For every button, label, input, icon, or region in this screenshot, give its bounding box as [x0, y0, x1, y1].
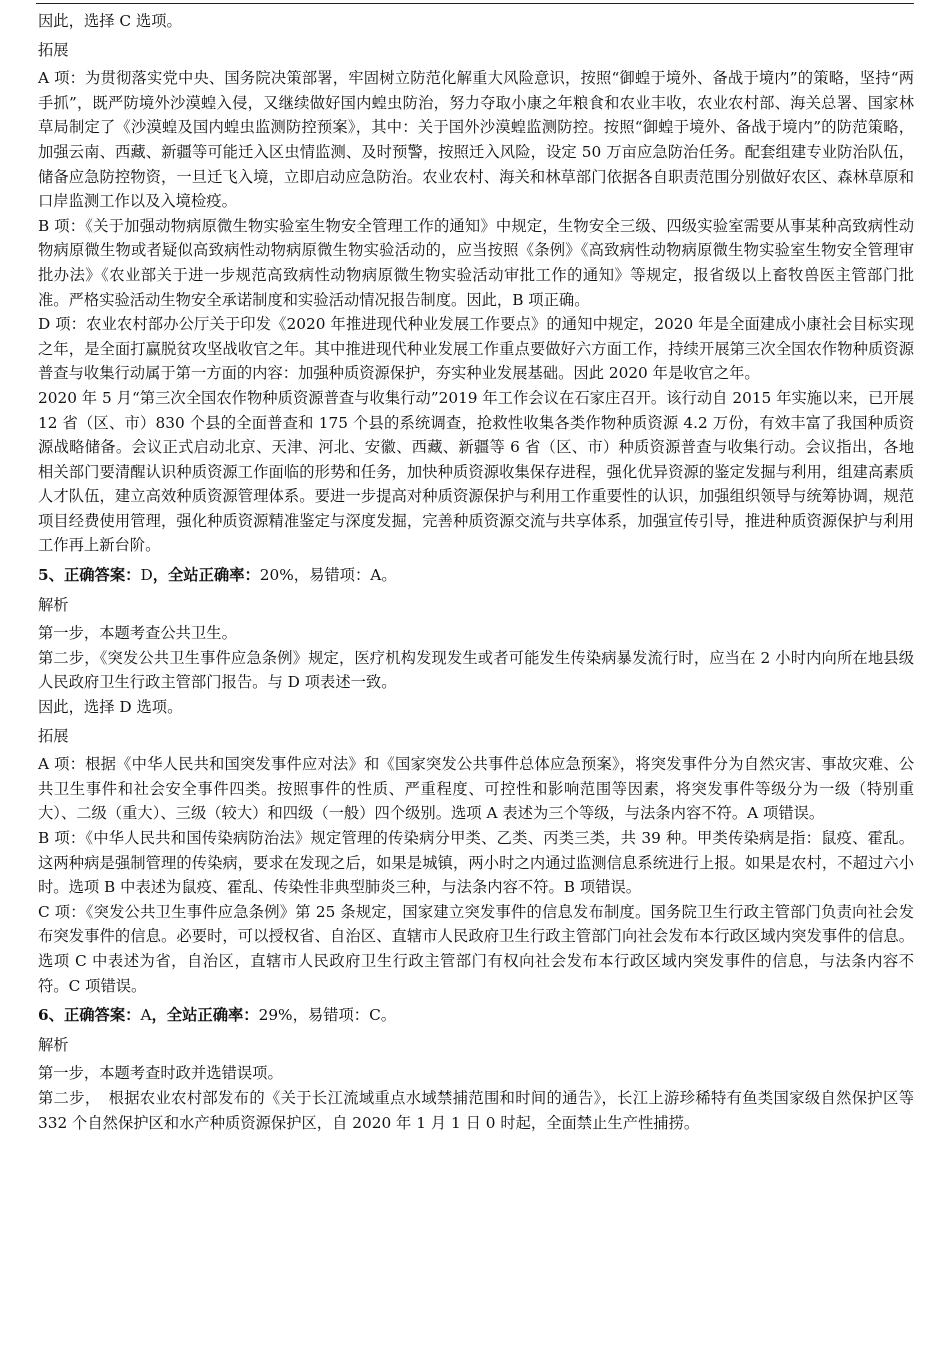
q5-step1: 第一步，本题考查公共卫生。 [38, 624, 237, 643]
q5-conclusion: 因此，选择 D 选项。 [38, 698, 183, 717]
q6-step1: 第一步，本题考查时政并选错误项。 [38, 1064, 283, 1083]
q6-answer-letter: A [140, 1006, 152, 1025]
q6-answer-label: 6、正确答案： [38, 1006, 141, 1025]
q4-extend-label: 拓展 [38, 40, 69, 59]
q4-option-b: B 项：《关于加强动物病原微生物实验室生物安全管理工作的通知》中规定，生物安全三级、四级实验室需要从事某种高致病性动物病原微生物或者疑似高致病性动物病原微生物实验活动的，应当按照《条例》《高致病性动物病原微生物实验室生物安全管理审批办法》《农业部关于进一步规范高致病性动物病原微生物实验活动审批工作的通知》等规定，报省级以上畜牧兽医主管部门批准。严格实验活动生物安全承诺制度和实验活动情况报告制度。因此，B 项正确。 [38, 216, 914, 309]
document-body [38, 9, 914, 1135]
q6-analysis-label: 解析 [38, 1035, 69, 1054]
q5-step2: 第二步，《突发公共卫生事件应急条例》规定，医疗机构发现发生或者可能发生传染病暴发流行时，应当在 2 小时内向所在地县级人民政府卫生行政主管部门报告。与 D 项表述一致。 [38, 648, 914, 692]
q5-rate-label: ，全站正确率： [152, 566, 260, 585]
q5-answer-letter: D [140, 566, 153, 585]
q6-step2: 第二步， 根据农业农村部发布的《关于长江流域重点水域禁捕范围和时间的通告》，长江上游珍稀特有鱼类国家级自然保护区等 332 个自然保护区和水产种质资源保护区，自 2020 年 1 月 1 日 0 时起，全面禁止生产性捕捞。 [38, 1088, 914, 1132]
q4-option-a: A 项：为贯彻落实党中央、国务院决策部署，牢固树立防范化解重大风险意识，按照“御蝗于境外、备战于境内”的策略，坚持“两手抓”，既严防境外沙漠蝗入侵，又继续做好国内蝗虫防治，努力夺取小康之年粮食和农业丰收，农业农村部、海关总署、国家林草局制定了《沙漠蝗及国内蝗虫监测防控预案》，其中：关于国外沙漠蝗监测防控。按照“御蝗于境外、备战于境内”的防范策略，加强云南、西藏、新疆等可能迁入区虫情监测、及时预警，按照迁入风险，设定 50 万亩应急防治任务。配套组建专业防治队伍，储备应急防控物资，一旦迁飞入境，立即启动应急防治。农业农村、海关和林草部门依据各自职责范围分别做好农区、森林草原和口岸监测工作以及入境检疫。 [38, 69, 914, 211]
q5-option-c: C 项：《突发公共卫生事件应急条例》第 25 条规定，国家建立突发事件的信息发布制度。国务院卫生行政主管部门负责向社会发布突发事件的信息。必要时，可以授权省、自治区、直辖市人民政府卫生行政主管部门向社会发布本行政区域内突发事件的信息。选项 C 中表述为省，自治区，直辖市人民政府卫生行政主管部门有权向社会发布本行政区域内突发事件的信息，与法条内容不符。C 项错误。 [38, 902, 914, 995]
q5-extend-label: 拓展 [38, 726, 69, 745]
q6-answer-line [38, 1003, 914, 1028]
q4-option-d: D 项：农业农村部办公厅关于印发《2020 年推进现代种业发展工作要点》的通知中规定，2020 年是全面建成小康社会目标实现之年，是全面打赢脱贫攻坚战收官之年。其中推进现代种业发展工作重点要做好六方面工作，持续开展第三次全国农作物种质资源普查与收集行动属于第一方面的内容：加强种质资源保护，夯实种业发展基础。因此 2020 年是收官之年。 [38, 315, 914, 383]
top-rule [36, 3, 914, 4]
q5-option-a: A 项：根据《中华人民共和国突发事件应对法》和《国家突发公共事件总体应急预案》，将突发事件分为自然灾害、事故灾难、公共卫生事件和社会安全事件四类。按照事件的性质、严重程度、可控性和影响范围等因素，将突发事件等级分为一级（特别重大）、二级（重大）、三级（较大）和四级（一般）四个级别。选项 A 表述为三个等级，与法条内容不符。A 项错误。 [38, 755, 914, 823]
q5-rate-value: 20%，易错项：A。 [259, 566, 397, 585]
q5-option-b: B 项：《中华人民共和国传染病防治法》规定管理的传染病分甲类、乙类、丙类三类，共 39 种。甲类传染病是指：鼠疫、霍乱。这两种病是强制管理的传染病，要求在发现之后，如果是城镇，两小时之内通过监测信息系统进行上报。如果是农村，不超过六小时。选项 B 中表述为鼠疫、霍乱、传染性非典型肺炎三种，与法条内容不符。B 项错误。 [38, 829, 914, 897]
q5-answer-line [38, 563, 914, 588]
q6-rate-value: 29%，易错项：C。 [258, 1006, 397, 1025]
q4-conclusion: 因此，选择 C 选项。 [38, 12, 182, 30]
q4-extra-note: 2020 年 5 月“第三次全国农作物种质资源普查与收集行动”2019 年工作会议在石家庄召开。该行动自 2015 年实施以来，已开展 12 省（区、市）830 个县的全面普查和 175 个县的系统调查，抢救性收集各类作物种质资源 4.2 万份，有效丰富了我国种质资源战略储备。会议正式启动北京、天津、河北、安徽、西藏、新疆等 6 省（区、市）种质资源普查与收集行动。会议指出，各地相关部门要清醒认识种质资源工作面临的形势和任务，加快种质资源收集保存进程，强化优异资源的鉴定发掘与利用，组建高素质人才队伍，建立高效种质资源管理体系。要进一步提高对种质资源保护与利用工作重要性的认识，加强组织领导与统筹协调，规范项目经费使用管理，强化种质资源精准鉴定与深度发掘，完善种质资源交流与共享体系，加强宣传引导，推进种质资源保护与利用工作再上新台阶。 [38, 388, 914, 555]
q6-rate-label: ，全站正确率： [151, 1006, 259, 1025]
q5-analysis-label: 解析 [38, 595, 69, 614]
q5-answer-label: 5、正确答案： [38, 566, 141, 585]
